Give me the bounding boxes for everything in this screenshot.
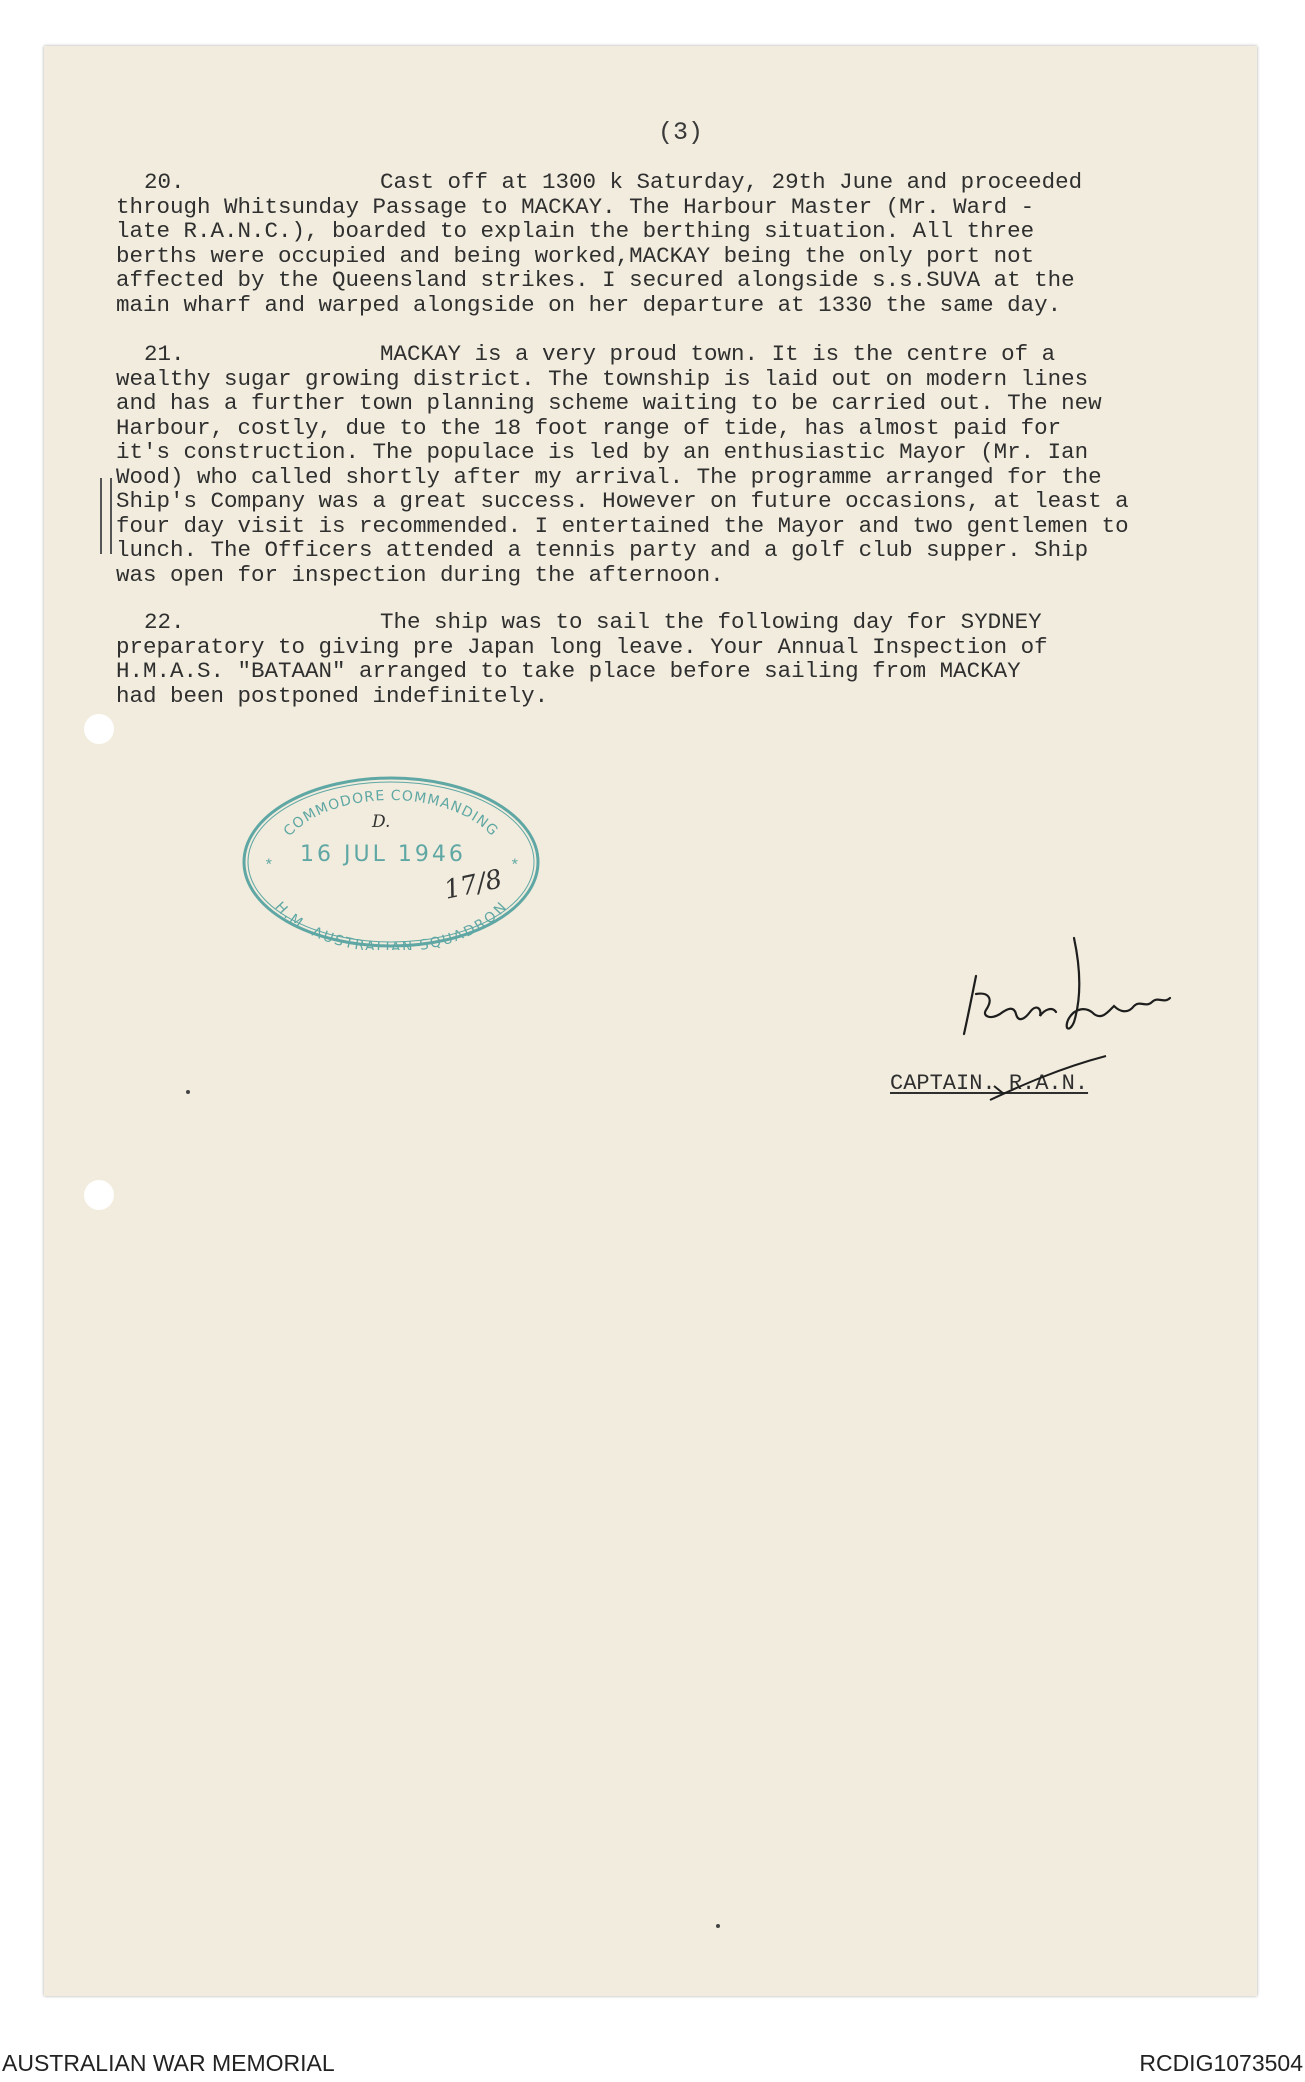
ink-speck — [716, 1924, 720, 1928]
svg-text:H.M. AUSTRALIAN SQUADRON — [271, 899, 510, 950]
document-page — [44, 46, 1257, 1996]
stamp-star-left-icon: * — [264, 857, 274, 875]
margin-mark — [100, 478, 112, 554]
paragraph-number: 21. — [144, 341, 185, 367]
stamp-folio: 17/8 — [441, 864, 505, 906]
stamp-bottom-text: H.M. AUSTRALIAN SQUADRON — [271, 899, 511, 950]
punch-hole-top — [84, 714, 114, 744]
paragraph-number: 22. — [144, 609, 185, 635]
footer-record-id: RCDIG1073504 — [1139, 2050, 1303, 2076]
paragraph-body: preparatory to giving pre Japan long leave. Your Annual Inspection of H.M.A.S. "BATAAN" arranged to take place before sailing from MACKAY had been postponed indefinitely. — [116, 633, 1048, 709]
paragraph-22 — [116, 610, 1246, 708]
paragraph-21 — [116, 342, 1246, 587]
paragraph-first-line: The ship was to sail the following day for SYDNEY — [380, 609, 1042, 635]
page-number: (3) — [657, 118, 703, 147]
paragraph-body: through Whitsunday Passage to MACKAY. The Harbour Master (Mr. Ward - late R.A.N.C.), boarded to explain the berthing situation. All three berths were occupied and being worked,MACKAY being the only port not affected by the Queensland strikes. I secured alongside s.s.SUVA at the main wharf and warped alongside on her departure at 1330 the same day. — [116, 193, 1075, 318]
paragraph-first-line: MACKAY is a very proud town. It is the centre of a — [380, 341, 1056, 367]
strike-through-mark — [980, 1046, 1110, 1106]
signature-title: CAPTAIN. R.A.N. — [890, 1071, 1089, 1096]
paragraph-number: 20. — [144, 169, 185, 195]
paragraph-20 — [116, 170, 1246, 317]
paragraph-body: wealthy sugar growing district. The township is laid out on modern lines and has a further town planning scheme waiting to be carried out. The new Harbour, costly, due to the 18 foot range of tide, has almost paid for it's construction. The populace is led by an enthusiastic Mayor (Mr. Ian Wood) who called shortly after my arrival. The programme arranged for the Ship's Company was a great success. However on future occasions, at least a four day visit is recommended. I entertained the Mayor and two gentlemen to lunch. The Officers attended a tennis party and a golf club supper. Ship was open for inspection during the afternoon. — [116, 365, 1129, 588]
paragraph-first-line: Cast off at 1300 k Saturday, 29th June and proceeded — [380, 169, 1083, 195]
signature — [924, 936, 1224, 1046]
stamp-star-right-icon: * — [510, 857, 520, 875]
svg-text:COMMODORE COMMANDING — [281, 788, 502, 840]
footer-source: AUSTRALIAN WAR MEMORIAL — [2, 2050, 335, 2076]
stamp-initial: D. — [372, 812, 391, 832]
ink-speck — [186, 1090, 190, 1094]
stamp-date: 16 JUL 1946 — [300, 842, 466, 867]
received-stamp — [240, 774, 542, 950]
punch-hole-bottom — [84, 1180, 114, 1210]
stamp-top-text: COMMODORE COMMANDING — [280, 787, 502, 840]
